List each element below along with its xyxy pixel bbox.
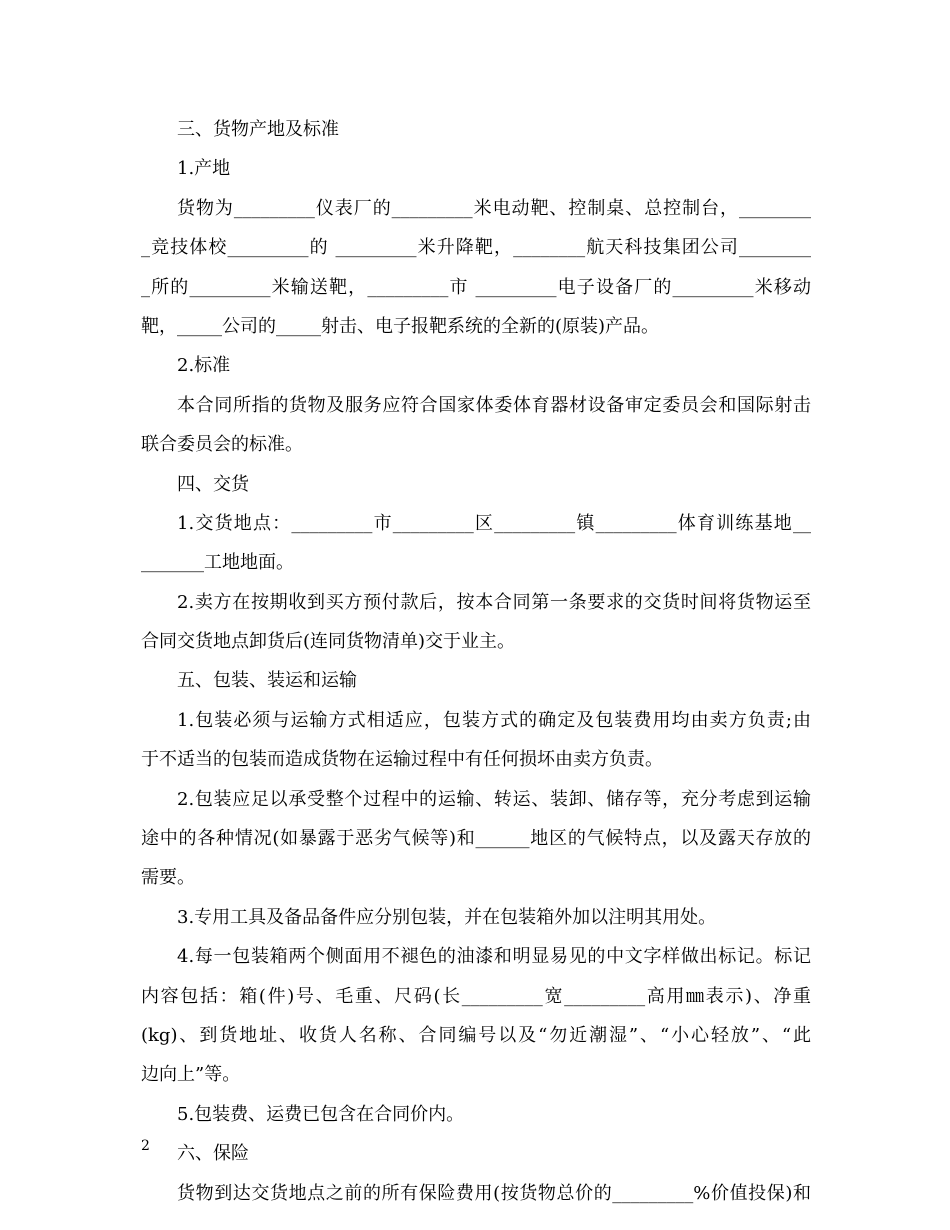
paragraph-line: 1.包装必须与运输方式相适应，包装方式的确定及包装费用均由卖方负责;由 <box>177 709 811 731</box>
paragraph-line: 2.卖方在按期收到买方预付款后，按本合同第一条要求的交货时间将货物运至 <box>177 591 811 613</box>
paragraph-line: 联合委员会的标准。 <box>141 434 303 456</box>
paragraph-line: 靶，_____公司的_____射击、电子报靶系统的全新的(原装)产品。 <box>141 315 660 337</box>
paragraph-line: 边向上”等。 <box>141 1064 241 1086</box>
paragraph-line: 1.交货地点：_________市_________区_________镇_________体育训练基地__ <box>177 512 811 534</box>
paragraph-line: 2.包装应足以承受整个过程中的运输、转运、装卸、储存等，充分考虑到运输 <box>177 788 811 810</box>
paragraph-line: 需要。 <box>141 867 195 889</box>
paragraph-line: (kg)、到货地址、收货人名称、合同编号以及“勿近潮湿”、“小心轻放”、“此 <box>141 1024 811 1046</box>
paragraph-line: _所的_________米输送靶，_________市 _________电子设备厂的_________米移动 <box>141 276 811 298</box>
paragraph-line: 合同交货地点卸货后(连同货物清单)交于业主。 <box>141 631 516 653</box>
paragraph-line: 货物到达交货地点之前的所有保险费用(按货物总价的_________%价值投保)和 <box>177 1182 811 1204</box>
subheading-standard: 2.标准 <box>177 355 231 377</box>
paragraph-line: 5.包装费、运费已包含在合同价内。 <box>177 1103 465 1125</box>
subheading-origin: 1.产地 <box>177 158 231 180</box>
paragraph-line: _竞技体校_________的 _________米升降靶，________航天科技集团公司________ <box>141 237 811 259</box>
paragraph-line: 货物为_________仪表厂的_________米电动靶、控制桌、总控制台，________ <box>177 197 811 219</box>
paragraph-line: 于不适当的包装而造成货物在运输过程中有任何损坏由卖方负责。 <box>141 749 663 771</box>
page-number: 2 <box>141 1138 150 1154</box>
paragraph-line: 途中的各种情况(如暴露于恶劣气候等)和______地区的气候特点，以及露天存放的 <box>141 828 811 850</box>
section-heading-delivery: 四、交货 <box>177 473 249 495</box>
paragraph-line: 4.每一包装箱两个侧面用不褪色的油漆和明显易见的中文字样做出标记。标记 <box>177 946 811 968</box>
document-body <box>141 110 811 1213</box>
paragraph-line: _______工地地面。 <box>141 552 294 574</box>
paragraph-line: 本合同所指的货物及服务应符合国家体委体育器材设备审定委员会和国际射击 <box>177 394 811 416</box>
section-heading-insurance: 六、保险 <box>177 1143 249 1165</box>
paragraph-line: 内容包括：箱(件)号、毛重、尺码(长_________宽_________高用㎜表示)、净重 <box>141 985 811 1007</box>
paragraph-line: 3.专用工具及备品备件应分别包装，并在包装箱外加以注明其用处。 <box>177 906 717 928</box>
section-heading-packing-shipping: 五、包装、装运和运输 <box>177 670 357 692</box>
section-heading-origin-standards: 三、货物产地及标准 <box>177 119 339 140</box>
